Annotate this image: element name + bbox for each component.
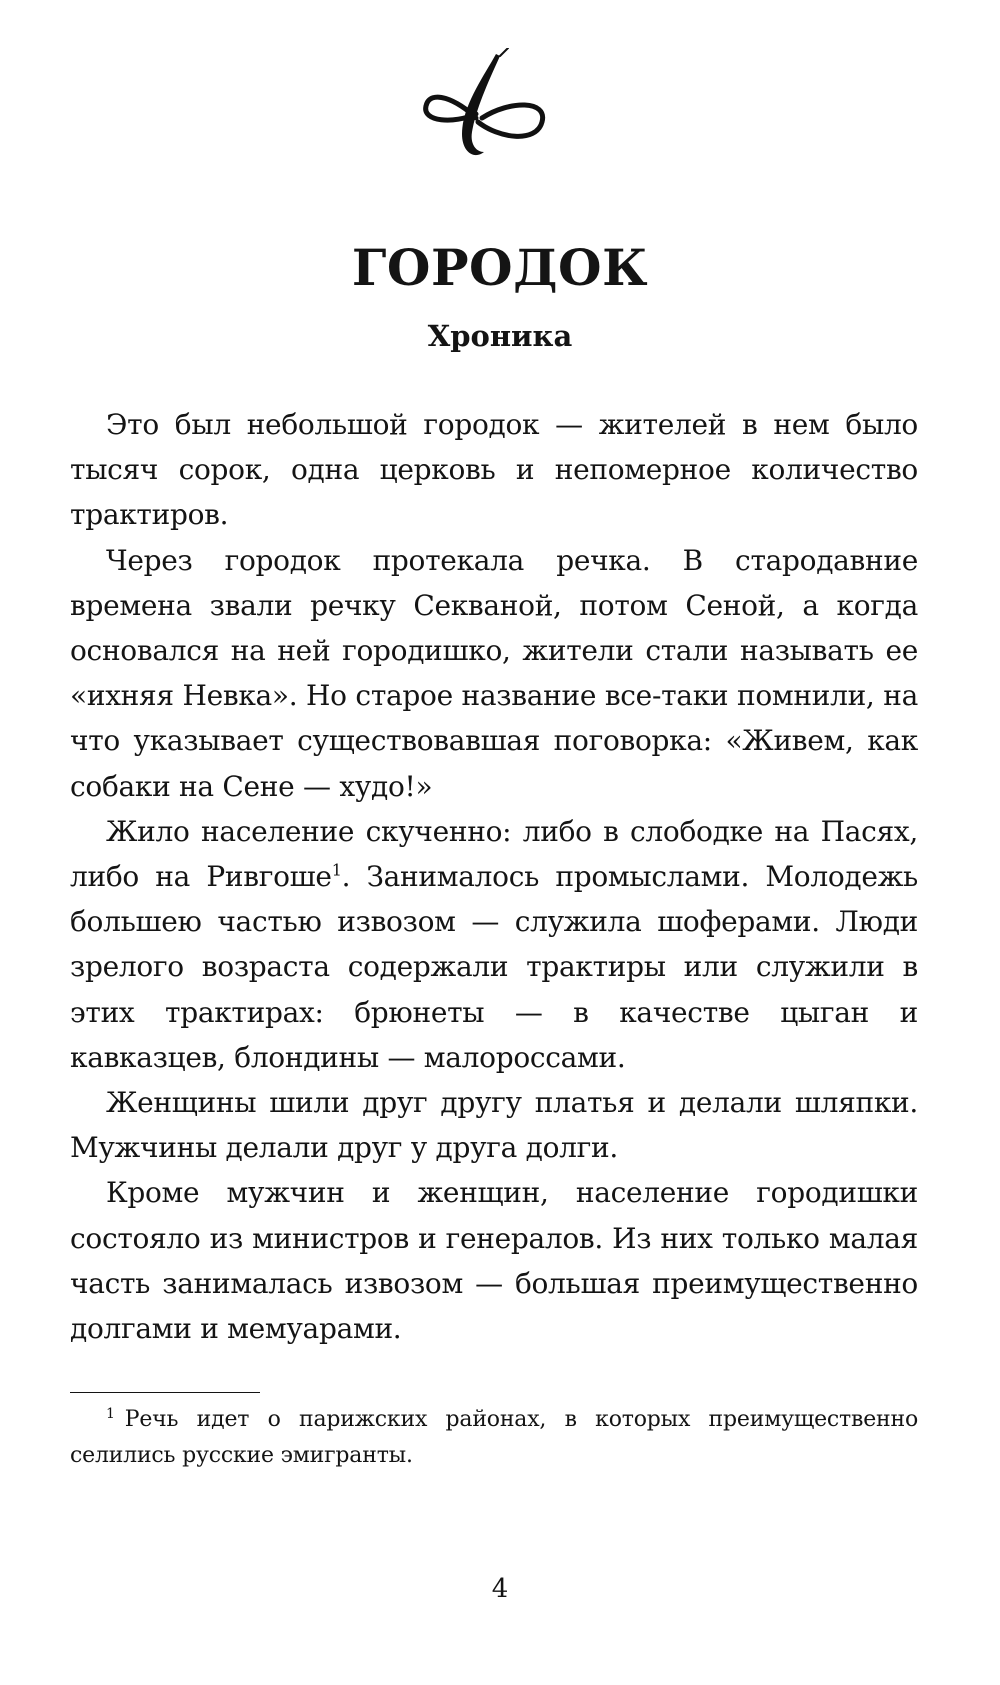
- chapter-subtitle: Хроника: [427, 319, 573, 353]
- footnote: [70, 1402, 918, 1474]
- paragraph: Это был небольшой городок — жителей в нем было тысяч сорок, одна церковь и непомерное количество трактиров.: [70, 408, 918, 532]
- footnote-text: Речь идет о парижских районах, в которых преимущественно селились русские эмигранты.: [70, 1407, 918, 1468]
- body-text: [70, 402, 918, 1351]
- paragraph: [70, 809, 918, 1080]
- footnote-reference: 1: [331, 860, 342, 880]
- paragraph: Женщины шили друг другу платья и делали шляпки. Мужчины делали друг у друга долги.: [70, 1086, 918, 1165]
- page-number: 4: [491, 1574, 509, 1604]
- footnote-marker: 1: [106, 1405, 115, 1422]
- paragraph: Через городок протекала речка. В стародавние времена звали речку Секваной, потом Сеной, а когда основался на ней городишко, жители стали называть ее «ихняя Невка». Но старое название все-таки помнили, на что указывает существовавшая поговорка: «Живем, как собаки на Сене — худо!»: [70, 543, 918, 803]
- calligraphic-flourish-icon: [418, 48, 558, 168]
- footnote-divider: [70, 1392, 260, 1393]
- paragraph-text: . Занималось промыслами. Молодежь большею частью извозом — служила шоферами. Люди зрелого возраста содержали трактиры или служили в этих трактирах: брюнеты — в качестве цыган и кавказцев, блондины — малороссами.: [70, 860, 918, 1074]
- paragraph: Кроме мужчин и женщин, население городишки состояло из министров и генералов. Из них только малая часть занималась извозом — большая преимущественно долгами и мемуарами.: [70, 1176, 918, 1346]
- paragraph-text: Жило население скученно: либо в слободке на Пасях, либо на Ривгоше: [70, 814, 918, 894]
- chapter-title: ГОРОДОК: [351, 238, 649, 297]
